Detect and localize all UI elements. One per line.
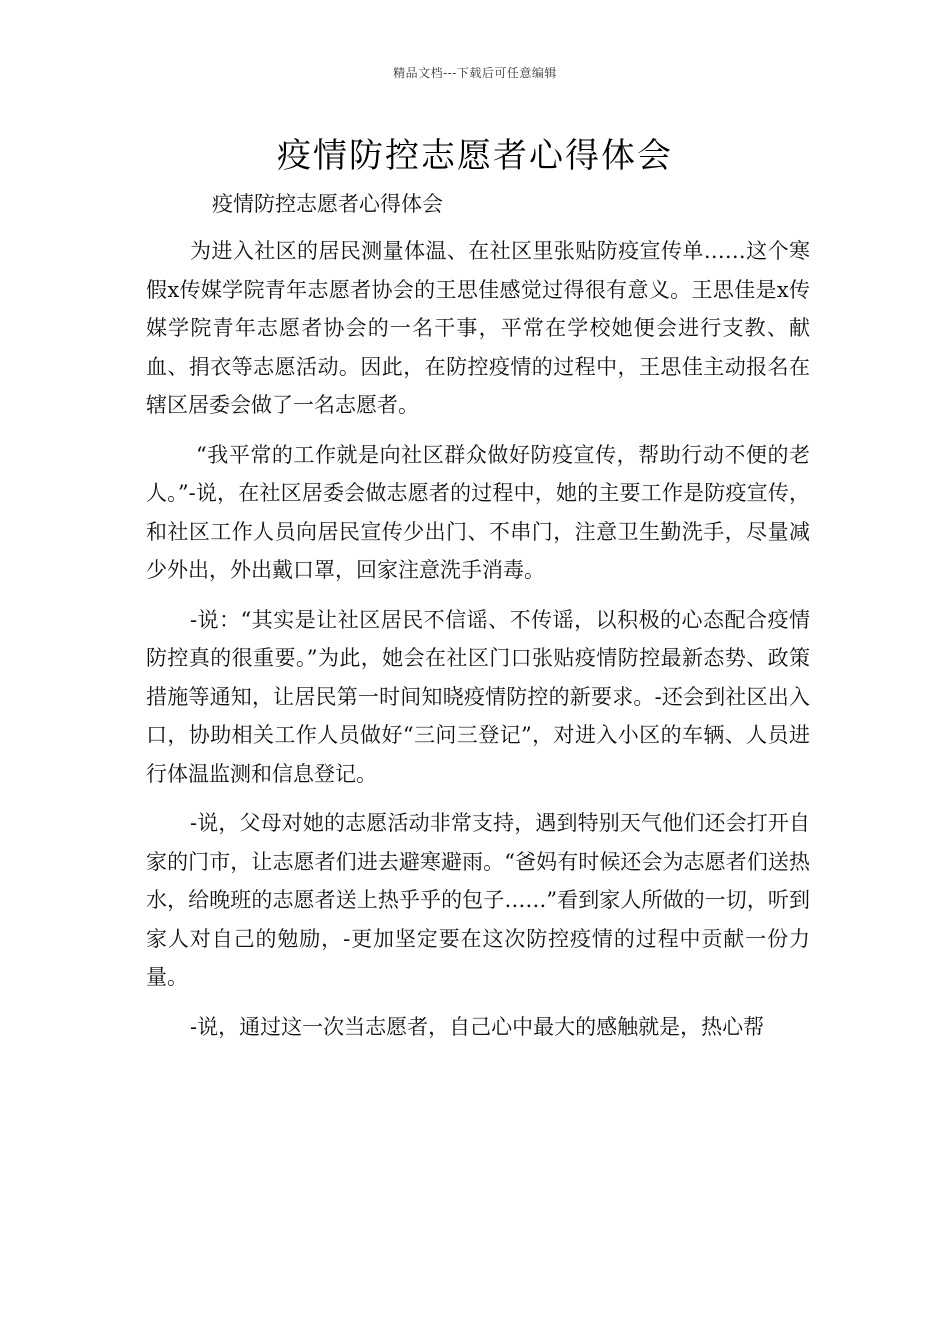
body-paragraph: -说，父母对她的志愿活动非常支持，遇到特别天气他们还会打开自家的门市，让志愿者们进去避寒避雨。“爸妈有时候还会为志愿者们送热水，给晚班的志愿者送上热乎乎的包子……”看到家人所做的一切，听到家人对自己的勉励，-更加坚定要在这次防控疫情的过程中贡献一份力量。 xyxy=(146,811,810,990)
document-body xyxy=(146,232,810,1046)
document-subtitle: 疫情防控志愿者心得体会 xyxy=(212,192,443,216)
body-paragraph: “我平常的工作就是向社区群众做好防疫宣传，帮助行动不便的老人。”-说，在社区居委会做志愿者的过程中，她的主要工作是防疫宣传，和社区工作人员向居民宣传少出门、不串门，注意卫生勤洗手，尽量减少外出，外出戴口罩，回家注意洗手消毒。 xyxy=(146,442,810,583)
body-paragraph: -说：“其实是让社区居民不信谣、不传谣，以积极的心态配合疫情防控真的很重要。”为此，她会在社区门口张贴疫情防控最新态势、政策措施等通知，让居民第一时间知晓疫情防控的新要求。-还会到社区出入口，协助相关工作人员做好“三问三登记”，对进入小区的车辆、人员进行体温监测和信息登记。 xyxy=(146,607,810,786)
body-paragraph: 为进入社区的居民测量体温、在社区里张贴防疫宣传单……这个寒假x传媒学院青年志愿者协会的王思佳感觉过得很有意义。王思佳是x传媒学院青年志愿者协会的一名干事，平常在学校她便会进行支教、献血、捐衣等志愿活动。因此，在防控疫情的过程中，王思佳主动报名在辖区居委会做了一名志愿者。 xyxy=(146,239,810,418)
document-title: 疫情防控志愿者心得体会 xyxy=(277,136,673,176)
header-note: 精品文档---下载后可任意编辑 xyxy=(393,66,557,80)
body-paragraph: -说，通过这一次当志愿者，自己心中最大的感触就是，热心帮 xyxy=(190,1014,765,1039)
